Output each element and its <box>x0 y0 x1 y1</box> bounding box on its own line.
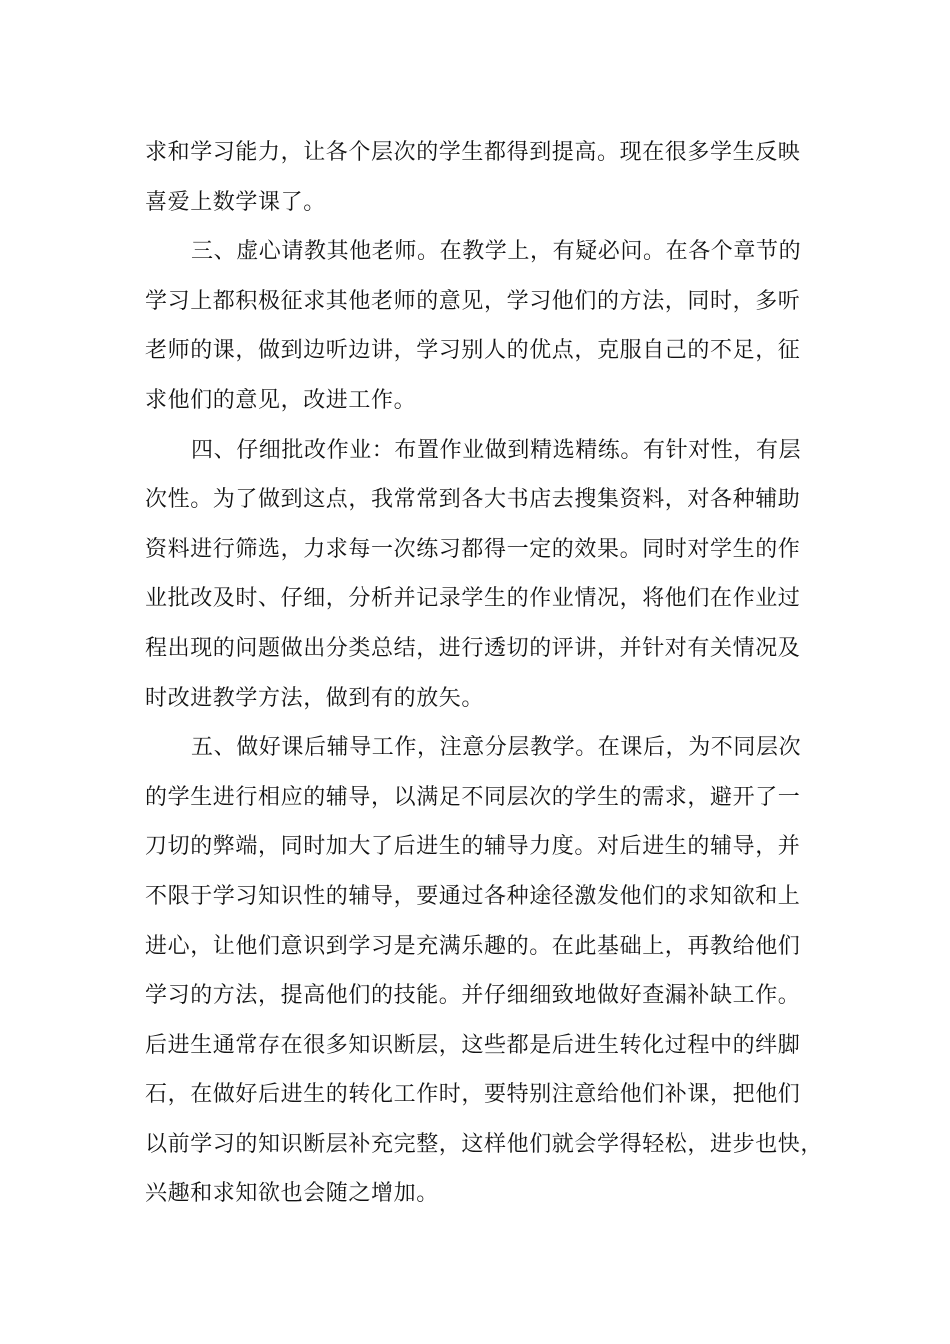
text-line: 时改进教学方法，做到有的放矢。 <box>145 685 485 711</box>
text-line: 四、仔细批改作业：布置作业做到精选精练。有针对性，有层 <box>191 437 802 463</box>
text-line: 兴趣和求知欲也会随之增加。 <box>145 1181 439 1207</box>
text-line: 业批改及时、仔细，分析并记录学生的作业情况，将他们在作业过 <box>145 586 801 612</box>
text-line: 三、虚心请教其他老师。在教学上，有疑必问。在各个章节的 <box>191 239 802 265</box>
paragraph-3 <box>145 426 825 724</box>
text-line: 以前学习的知识断层补充完整，这样他们就会学得轻松，进步也快， <box>145 1131 824 1157</box>
text-line: 的学生进行相应的辅导，以满足不同层次的学生的需求，避开了一 <box>145 784 801 810</box>
text-line: 进心，让他们意识到学习是充满乐趣的。在此基础上，再教给他们 <box>145 933 801 959</box>
text-line: 石，在做好后进生的转化工作时，要特别注意给他们补课，把他们 <box>145 1082 801 1108</box>
text-line: 老师的课，做到边听边讲，学习别人的优点，克服自己的不足，征 <box>145 338 801 364</box>
document-body <box>145 128 825 1219</box>
text-line: 学习上都积极征求其他老师的意见，学习他们的方法，同时，多听 <box>145 288 801 314</box>
text-line: 刀切的弊端，同时加大了后进生的辅导力度。对后进生的辅导，并 <box>145 834 801 860</box>
text-line: 程出现的问题做出分类总结，进行透切的评讲，并针对有关情况及 <box>145 635 801 661</box>
text-line: 求他们的意见，改进工作。 <box>145 387 417 413</box>
text-line: 资料进行筛选，力求每一次练习都得一定的效果。同时对学生的作 <box>145 536 801 562</box>
paragraph-1 <box>145 128 825 227</box>
text-line: 次性。为了做到这点，我常常到各大书店去搜集资料，对各种辅助 <box>145 487 801 513</box>
text-line: 求和学习能力，让各个层次的学生都得到提高。现在很多学生反映 <box>145 140 801 165</box>
text-line: 学习的方法，提高他们的技能。并仔细细致地做好查漏补缺工作。 <box>145 983 801 1009</box>
text-line: 不限于学习知识性的辅导，要通过各种途径激发他们的求知欲和上 <box>145 883 801 909</box>
paragraph-4 <box>145 723 825 1219</box>
paragraph-2 <box>145 227 825 425</box>
text-line: 后进生通常存在很多知识断层，这些都是后进生转化过程中的绊脚 <box>145 1032 801 1058</box>
text-line: 五、做好课后辅导工作，注意分层教学。在课后，为不同层次 <box>191 735 802 761</box>
text-line: 喜爱上数学课了。 <box>145 189 326 215</box>
